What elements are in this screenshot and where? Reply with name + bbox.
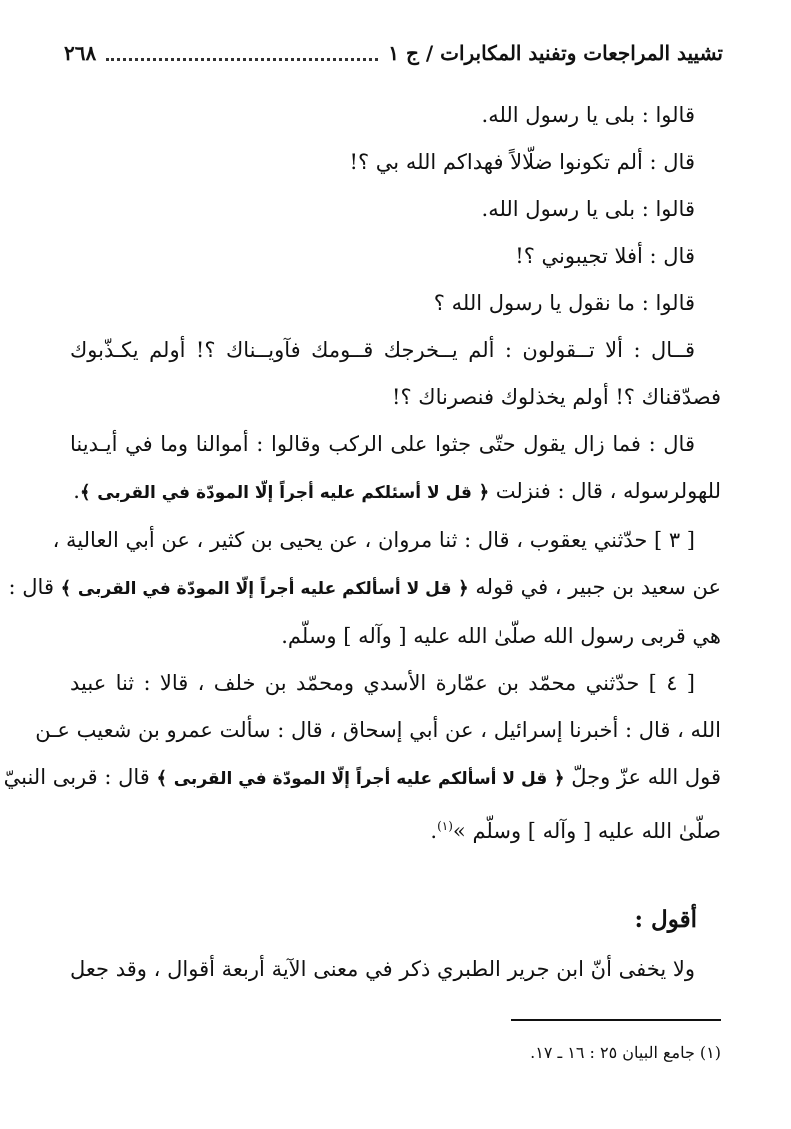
footnote-reference[interactable]: (١) xyxy=(437,819,453,833)
text-segment: عن سعيد بن جبير ، في قوله xyxy=(475,575,721,599)
text-segment: قال : xyxy=(8,575,54,599)
section-heading: أقول : xyxy=(634,906,697,933)
text-line: قالوا : بلى يا رسول الله. xyxy=(481,103,695,127)
quran-bracket-open: ﴿ xyxy=(458,578,469,599)
text-line: قالوا : بلى يا رسول الله. xyxy=(481,197,695,221)
text-line: هي قربى رسول الله صلّىٰ الله عليه [ وآله ] وسلّم. xyxy=(281,624,721,648)
quran-bracket-close: ﴾ xyxy=(156,768,168,789)
narration-3-line: [ ٣ ] حدّثني يعقوب ، قال : ثنا مروان ، عن يحيى بن كثير ، عن أبي العالية ، xyxy=(52,528,695,552)
text-line: قال : فما زال يقول حتّى جثوا على الركب وقالوا : أموالنا وما في أيـدينا xyxy=(70,432,695,456)
text-line: قــال : ألا تــقولون : ألم يــخرجك قــومك فآويــناك ؟! أولم يكـذّبوك xyxy=(70,338,695,362)
quran-verse: قل لا أسئلكم عليه أجراً إلّا المودّة في القربى xyxy=(97,483,472,503)
text-line: ولا يخفى أنّ ابن جرير الطبري ذكر في معنى الآية أربعة أقوال ، وقد جعل xyxy=(70,957,695,981)
text-line xyxy=(70,468,721,517)
page-header xyxy=(64,38,723,68)
text-line: الله ، قال : أخبرنا إسرائيل ، عن أبي إسحاق ، قال : سألت عمرو بن شعيب عـن xyxy=(35,718,721,742)
text-line: قال : أفلا تجيبوني ؟! xyxy=(515,244,695,268)
narration-4-line: [ ٤ ] حدّثني محمّد بن عمّارة الأسدي ومحمّد بن خلف ، قالا : ثنا عبيد xyxy=(70,671,695,695)
text-segment: . xyxy=(430,819,438,843)
text-line: قال : ألم تكونوا ضلّالاً فهداكم الله بي ؟! xyxy=(349,150,695,174)
text-segment: . xyxy=(73,479,80,503)
text-segment: للهولرسوله ، قال : فنزلت xyxy=(495,479,721,503)
quran-bracket-open: ﴿ xyxy=(554,768,565,789)
text-line: فصدّقناك ؟! أولم يخذلوك فنصرناك ؟! xyxy=(392,385,721,409)
main-text xyxy=(3,92,721,855)
text-line xyxy=(8,564,721,613)
quran-verse: قل لا أسألكم عليه أجراً إلّا المودّة في القربى xyxy=(77,579,452,599)
page-number: ٢٦٨ xyxy=(64,41,97,65)
text-segment: صلّىٰ الله عليه [ وآله ] وسلّم » xyxy=(452,819,721,843)
quran-bracket-close: ﴾ xyxy=(60,578,72,599)
footnote-divider xyxy=(511,1019,721,1021)
text-segment: قال : قربى النبيّ xyxy=(3,765,150,789)
quran-bracket-close: ﴾ xyxy=(79,482,91,503)
text-segment: قول الله عزّ وجلّ xyxy=(571,765,721,789)
text-line xyxy=(70,803,721,855)
running-title: تشييد المراجعات وتفنيد المكابرات / ج ١ xyxy=(388,41,723,65)
header-dot-leader xyxy=(106,56,378,61)
text-line xyxy=(3,754,721,803)
quran-bracket-open: ﴿ xyxy=(478,482,490,503)
footnote: (١) جامع البيان ٢٥ : ١٦ ـ ١٧. xyxy=(530,1043,721,1062)
text-line: قالوا : ما نقول يا رسول الله ؟ xyxy=(433,291,695,315)
quran-verse: قل لا أسألكم عليه أجراً إلّا المودّة في القربى xyxy=(173,769,548,789)
